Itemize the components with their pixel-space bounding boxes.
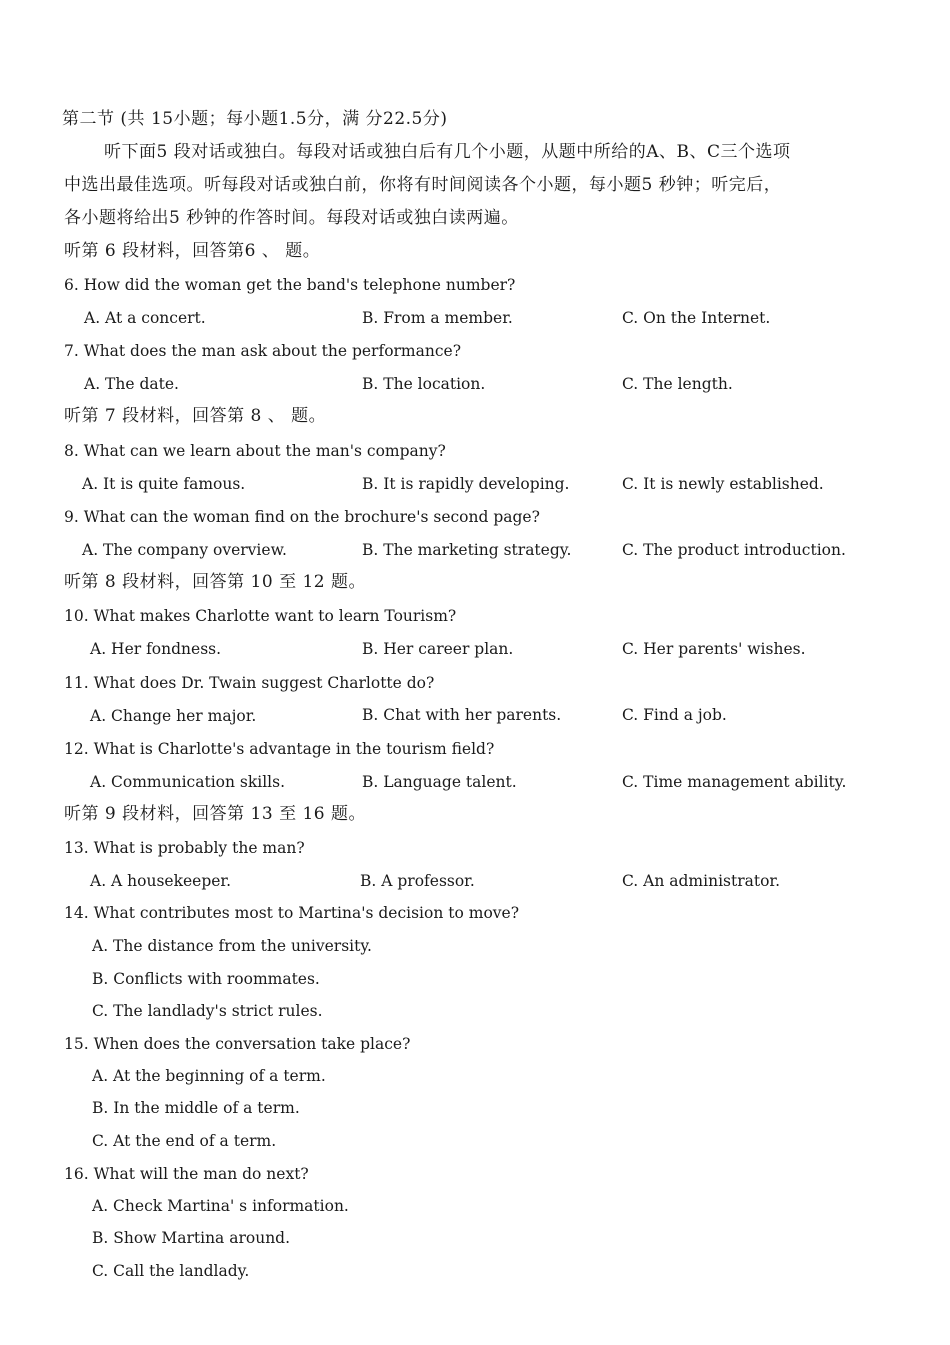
option-a: A. Communication skills. — [90, 773, 286, 791]
option-a: A. Check Martina' s information. — [92, 1197, 349, 1215]
option-a: A. The company overview. — [82, 541, 287, 559]
option-b: B. From a member. — [362, 309, 513, 327]
option-a: A. The date. — [84, 375, 179, 393]
question-11: 11. What does Dr. Twain suggest Charlotte do? — [64, 674, 435, 692]
option-c: C. The product introduction. — [622, 541, 846, 559]
instructions-line: 各小题将给出5 秒钟的作答时间。每段对话或独白读两遍。 — [64, 208, 519, 228]
option-c: C. Time management ability. — [622, 773, 847, 791]
option-a: A. At the beginning of a term. — [92, 1067, 326, 1085]
option-c: C. The landlady's strict rules. — [92, 1002, 323, 1020]
option-c: C. It is newly established. — [622, 475, 824, 493]
option-c: C. At the end of a term. — [92, 1132, 277, 1150]
option-b: B. Show Martina around. — [92, 1229, 291, 1247]
instructions-line: 中选出最佳选项。听每段对话或独白前，你将有时间阅读各个小题，每小题5 秒钟；听完后， — [64, 175, 782, 195]
question-10: 10. What makes Charlotte want to learn Tourism? — [64, 607, 457, 625]
group-heading: 听第 9 段材料，回答第 13 至 16 题。 — [64, 804, 367, 824]
option-a: A. Change her major. — [90, 707, 257, 725]
group-heading: 听第 6 段材料，回答第6 、 题。 — [64, 241, 321, 261]
option-b: B. The marketing strategy. — [362, 541, 572, 559]
group-heading: 听第 8 段材料，回答第 10 至 12 题。 — [64, 572, 367, 592]
question-8: 8. What can we learn about the man's company? — [64, 442, 446, 460]
instructions-line: 听下面5 段对话或独白。每段对话或独白后有几个小题，从题中所给的A、B、C三个选项 — [104, 142, 791, 162]
question-7: 7. What does the man ask about the performance? — [64, 342, 462, 360]
option-b: B. Her career plan. — [362, 640, 514, 658]
option-a: A. Her fondness. — [90, 640, 222, 658]
option-b: B. It is rapidly developing. — [362, 475, 570, 493]
option-a: A. At a concert. — [84, 309, 206, 327]
question-9: 9. What can the woman find on the brochure's second page? — [64, 508, 540, 526]
question-14: 14. What contributes most to Martina's decision to move? — [64, 904, 520, 922]
option-b: B. The location. — [362, 375, 486, 393]
option-b: B. Chat with her parents. — [362, 706, 562, 724]
option-b: B. A professor. — [360, 872, 475, 890]
option-a: A. A housekeeper. — [90, 872, 232, 890]
question-15: 15. When does the conversation take place? — [64, 1035, 411, 1053]
group-heading: 听第 7 段材料，回答第 8 、 题。 — [64, 406, 327, 426]
option-a: A. The distance from the university. — [92, 937, 372, 955]
option-c: C. Call the landlady. — [92, 1262, 250, 1280]
option-c: C. Her parents' wishes. — [622, 640, 806, 658]
option-c: C. An administrator. — [622, 872, 781, 890]
question-12: 12. What is Charlotte's advantage in the tourism field? — [64, 740, 495, 758]
question-6: 6. How did the woman get the band's telephone number? — [64, 276, 516, 294]
option-a: A. It is quite famous. — [82, 475, 246, 493]
option-c: C. The length. — [622, 375, 733, 393]
section-header: 第二节 (共 15小题；每小题1.5分，满 分22.5分) — [62, 109, 448, 129]
option-b: B. Language talent. — [362, 773, 517, 791]
question-13: 13. What is probably the man? — [64, 839, 305, 857]
option-b: B. In the middle of a term. — [92, 1099, 300, 1117]
option-b: B. Conflicts with roommates. — [92, 970, 320, 988]
option-c: C. On the Internet. — [622, 309, 771, 327]
option-c: C. Find a job. — [622, 706, 727, 724]
question-16: 16. What will the man do next? — [64, 1165, 309, 1183]
